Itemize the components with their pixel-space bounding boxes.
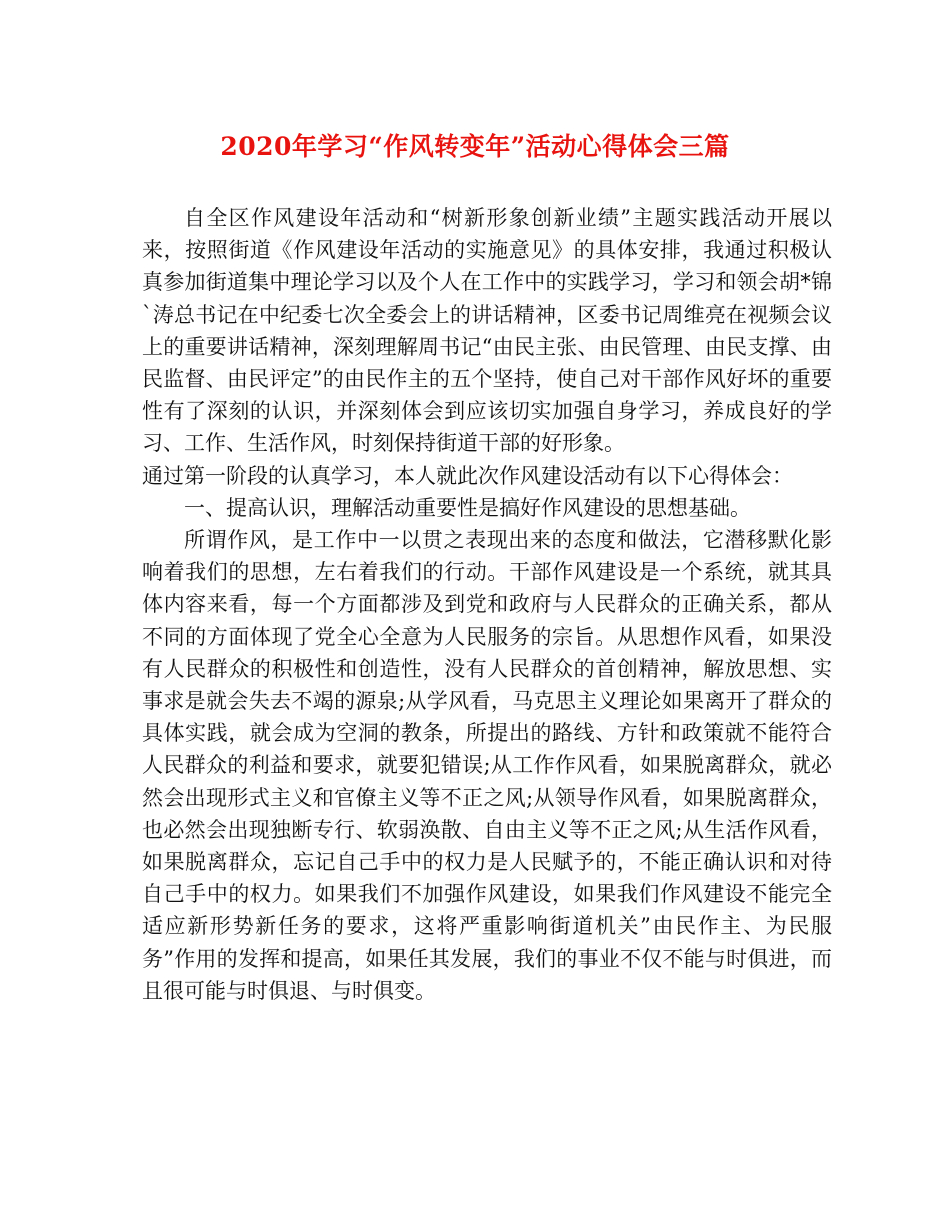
document-body [142, 202, 832, 1007]
document-title: 2020年学习“作风转变年”活动心得体会三篇 [220, 132, 730, 161]
paragraph-main: 所谓作风，是工作中一以贯之表现出来的态度和做法，它潜移默化影响着我们的思想，左右着我们的行动。干部作风建设是一个系统，就其具体内容来看，每一个方面都涉及到党和政府与人民群众的正确关系，都从不同的方面体现了党全心全意为人民服务的宗旨。从思想作风看，如果没有人民群众的积极性和创造性，没有人民群众的首创精神，解放思想、实事求是就会失去不竭的源泉;从学风看，马克思主义理论如果离开了群众的具体实践，就会成为空洞的教条，所提出的路线、方针和政策就不能符合人民群众的利益和要求，就要犯错误;从工作作风看，如果脱离群众，就必然会出现形式主义和官僚主义等不正之风;从领导作风看，如果脱离群众，也必然会出现独断专行、软弱涣散、自由主义等不正之风;从生活作风看，如果脱离群众，忘记自己手中的权力是人民赋予的，不能正确认识和对待自己手中的权力。如果我们不加强作风建设，如果我们作风建设不能完全适应新形势新任务的要求，这将严重影响街道机关”由民作主、为民服务”作用的发挥和提高，如果任其发展，我们的事业不仅不能与时俱进，而且很可能与时俱退、与时俱变。 [142, 528, 832, 1003]
paragraph-section-heading: 一、提高认识，理解活动重要性是搞好作风建设的思想基础。 [184, 495, 751, 520]
paragraph-intro: 自全区作风建设年活动和“树新形象创新业绩”主题实践活动开展以来，按照街道《作风建设年活动的实施意见》的具体安排，我通过积极认真参加街道集中理论学习以及个人在工作中的实践学习，学习和领会胡*锦`涛总书记在中纪委七次全委会上的讲话精神，区委书记周维亮在视频会议上的重要讲话精神，深刻理解周书记“由民主张、由民管理、由民支撑、由民监督、由民评定”的由民作主的五个坚持，使自己对干部作风好坏的重要性有了深刻的认识，并深刻体会到应该切实加强自身学习，养成良好的学习、工作、生活作风，时刻保持街道干部的好形象。 [142, 206, 832, 456]
paragraph-summary-lead: 通过第一阶段的认真学习，本人就此次作风建设活动有以下心得体会： [142, 463, 793, 488]
